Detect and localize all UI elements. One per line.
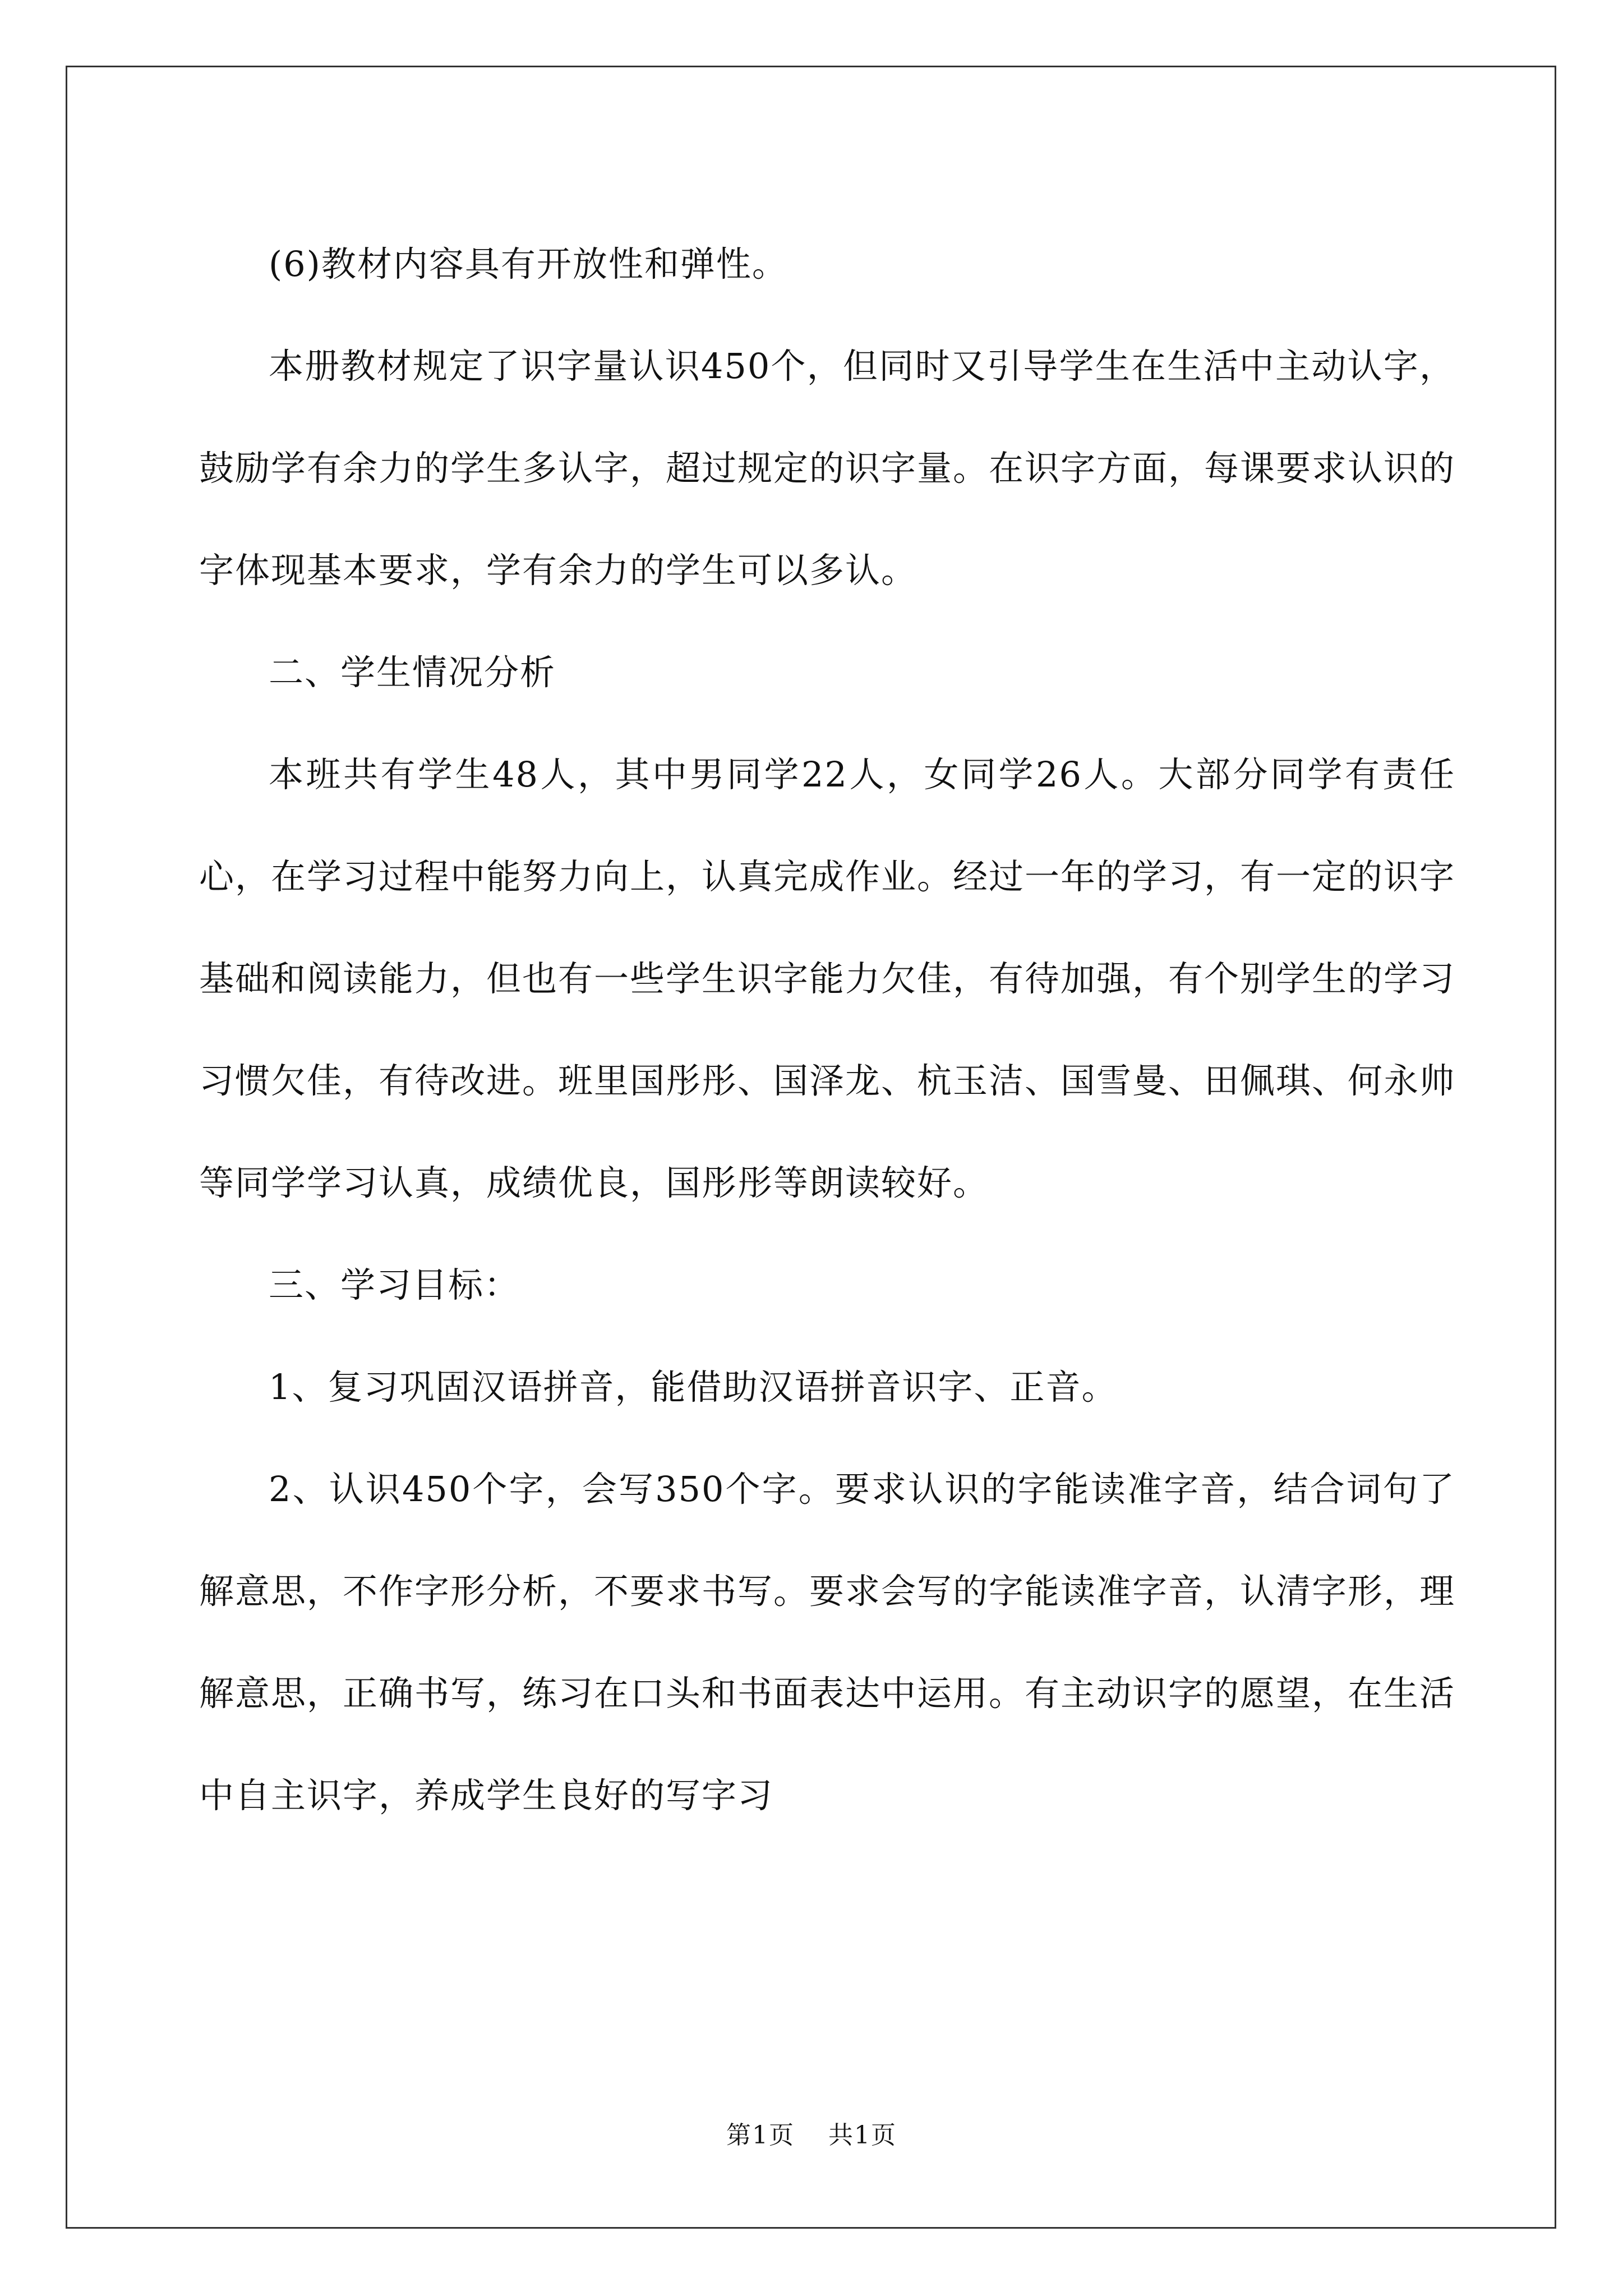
paragraph: 本班共有学生48人，其中男同学22人，女同学26人。大部分同学有责任心，在学习过程中能努力向上，认真完成作业。经过一年的学习，有一定的识字基础和阅读能力，但也有一些学生识字能力欠佳，有待加强，有个别学生的学习习惯欠佳，有待改进。班里国彤彤、国泽龙、杭玉洁、国雪曼、田佩琪、何永帅等同学学习认真，成绩优良，国彤彤等朗读较好。 <box>199 754 1456 1203</box>
page-footer <box>0 2115 1623 2151</box>
document-body <box>199 213 1455 1847</box>
section-heading: 三、学习目标： <box>269 1264 520 1305</box>
page-total: 共1页 <box>828 2121 897 2150</box>
paragraph: 本册教材规定了识字量认识450个，但同时又引导学生在生活中主动认字，鼓励学有余力的学生多认字，超过规定的识字量。在识字方面，每课要求认识的字体现基本要求，学有余力的学生可以多认。 <box>199 346 1456 591</box>
page-number: 第1页 <box>726 2121 795 2150</box>
list-item: 2、认识450个字，会写350个字。要求认识的字能读准字音，结合词句了解意思，不作字形分析，不要求书写。要求会写的字能读准字音，认清字形，理解意思，正确书写，练习在口头和书面表达中运用。有主动识字的愿望，在生活中自主识字，养成学生良好的写字习 <box>199 1469 1456 1816</box>
section-heading: 二、学生情况分析 <box>269 652 556 693</box>
paragraph: (6)教材内容具有开放性和弹性。 <box>269 243 788 284</box>
list-item: 1、复习巩固汉语拼音，能借助汉语拼音识字、正音。 <box>269 1366 1118 1407</box>
